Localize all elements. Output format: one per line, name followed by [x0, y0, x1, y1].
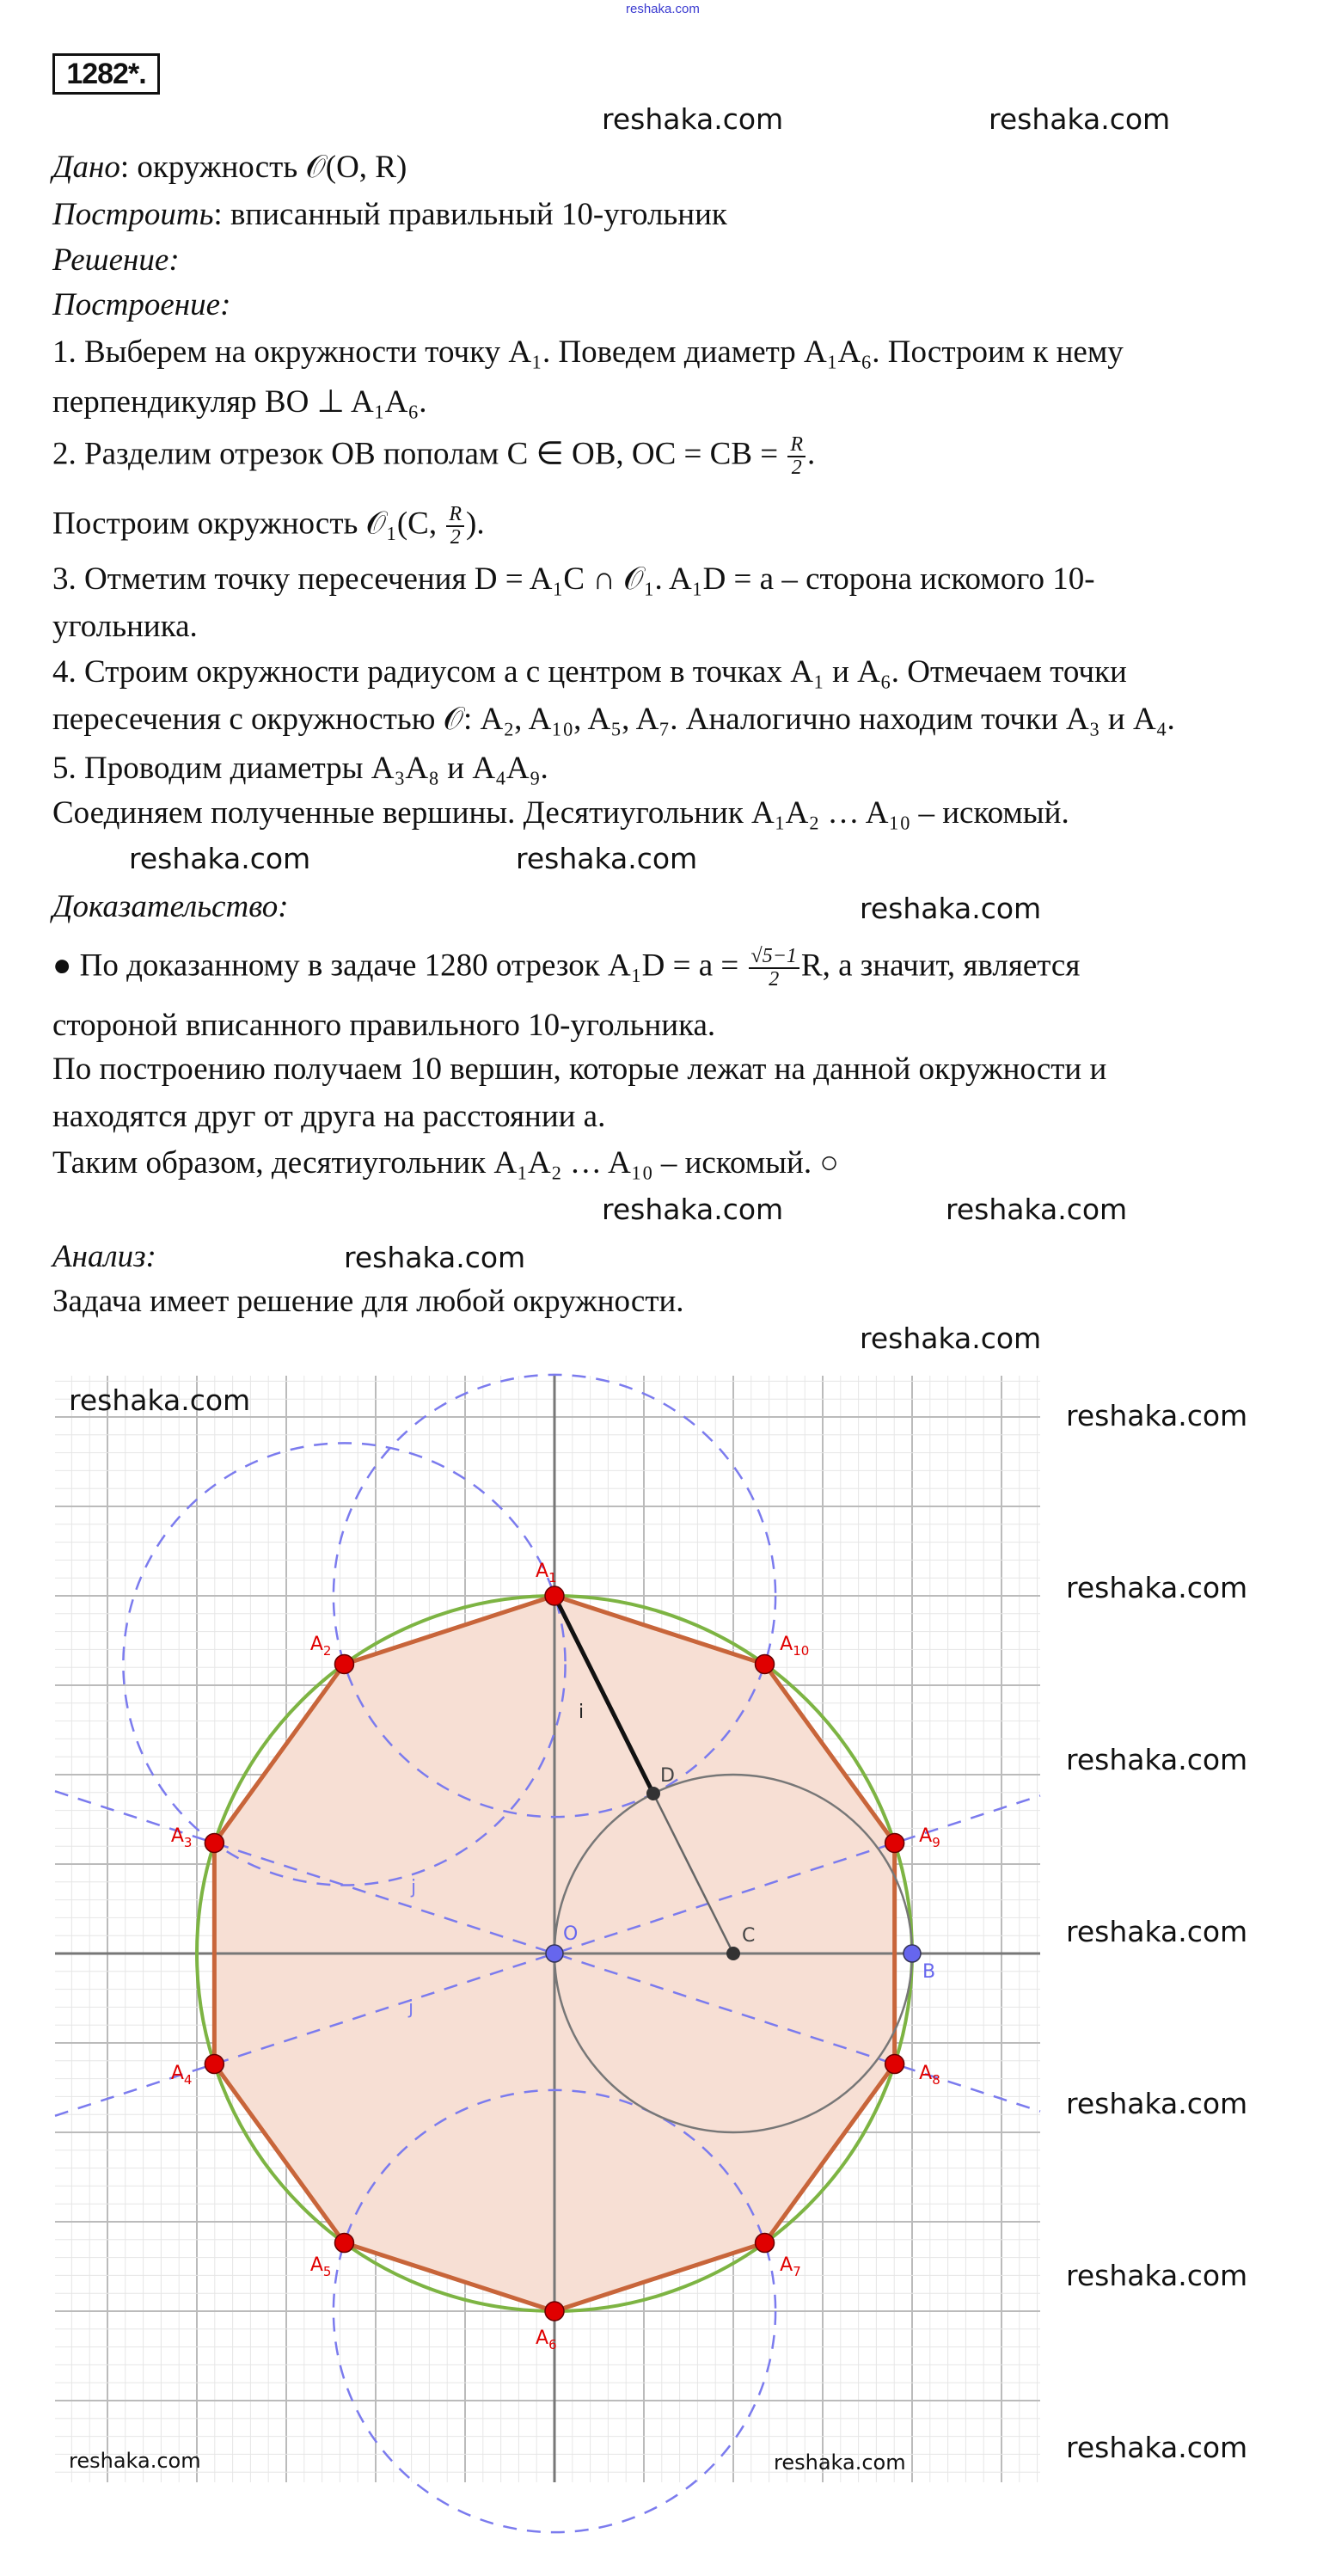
- fraction-den: 2: [769, 968, 780, 991]
- step1b: перпендикуляр BO ⊥ A₁A₆.: [52, 384, 427, 420]
- fraction: [787, 434, 806, 479]
- proof1b-text: R, а значит, является: [800, 948, 1081, 984]
- point-B: [904, 1945, 921, 1962]
- label-D: D: [659, 1764, 675, 1787]
- vertex-point: [545, 2302, 564, 2321]
- step5: 5. Проводим диаметры A₃A₈ и A₄A₉.: [52, 751, 548, 786]
- fraction-num: R: [446, 504, 464, 527]
- watermark: reshaka.com: [1066, 1571, 1248, 1604]
- label-C: C: [742, 1925, 756, 1947]
- vertex-label: $A_5$: [309, 2254, 332, 2279]
- analysis-label: Анализ:: [52, 1239, 156, 1274]
- vertex-label: $A_2$: [309, 1634, 332, 1659]
- watermark: reshaka.com: [860, 1322, 1042, 1355]
- construct-label: Построить: [52, 197, 214, 232]
- vertex-label: $A_1$: [536, 1561, 557, 1585]
- watermark: reshaka.com: [1066, 1743, 1248, 1776]
- vertex-point: [205, 2055, 224, 2074]
- label-j: j: [411, 1877, 417, 1898]
- construction-figure: [0, 1359, 1317, 2576]
- proof1c: стороной вписанного правильного 10-угольника.: [52, 1008, 716, 1043]
- fraction-den: 2: [791, 457, 802, 480]
- proof-label: Доказательство:: [52, 889, 289, 924]
- fraction: [446, 504, 464, 549]
- watermark: reshaka.com: [602, 1193, 784, 1226]
- fraction-num: R: [787, 434, 806, 457]
- construct-line: [52, 199, 727, 230]
- vertex-point: [756, 2234, 775, 2253]
- task-number: 1282*.: [52, 53, 160, 95]
- construct-text: : вписанный правильный 10-угольник: [213, 197, 727, 232]
- watermark: reshaka.com: [69, 2449, 201, 2473]
- label-i: i: [579, 1702, 585, 1723]
- vertex-label: $A_4$: [170, 2062, 193, 2088]
- vertex-label: $A_8$: [919, 2062, 940, 2088]
- given-text: : окружность 𝒪(O, R): [119, 150, 407, 185]
- watermark: reshaka.com: [344, 1241, 526, 1274]
- step2b: [52, 504, 485, 549]
- proof2b: находятся друг от друга на расстоянии a.: [52, 1099, 606, 1134]
- point-C: [726, 1947, 740, 1960]
- construction-label: Построение:: [52, 287, 231, 322]
- fraction-num: √5−1: [749, 946, 799, 969]
- vertex-label: $A_9$: [919, 1825, 940, 1851]
- proof2a: По построению получаем 10 вершин, которые лежат на данной окружности и: [52, 1052, 1107, 1087]
- vertex-point: [545, 1586, 564, 1605]
- label-B: B: [922, 1961, 936, 1983]
- watermark: reshaka.com: [946, 1193, 1128, 1226]
- watermark: reshaka.com: [989, 102, 1171, 136]
- step2b-end: ).: [466, 506, 485, 542]
- analysis-text: Задача имеет решение для любой окружности.: [52, 1284, 684, 1319]
- watermark: reshaka.com: [774, 2450, 906, 2475]
- fraction-den: 2: [450, 526, 461, 549]
- watermark: reshaka.com: [1066, 2431, 1248, 2464]
- watermark: reshaka.com: [69, 1383, 251, 1417]
- watermark: reshaka.com: [1066, 1399, 1248, 1432]
- vertex-point: [885, 2055, 904, 2074]
- vertex-point: [205, 1833, 224, 1852]
- proof1a: [52, 946, 1080, 991]
- step2a-text: 2. Разделим отрезок OB пополам C ∈ OB, OC = CB =: [52, 436, 787, 472]
- point-D: [646, 1787, 660, 1800]
- watermark: reshaka.com: [602, 102, 784, 136]
- step2b-text: Построим окружность 𝒪₁(C,: [52, 506, 445, 542]
- step3a: 3. Отметим точку пересечения D = A₁C ∩ 𝒪₁. A₁D = a – сторона искомого 10-: [52, 561, 1095, 597]
- site-link[interactable]: reshaka.com: [626, 2, 700, 16]
- step4b: пересечения с окружностью 𝒪: A₂, A₁₀, A₅, A₇. Аналогично находим точки A₃ и A₄.: [52, 702, 1175, 737]
- watermark: reshaka.com: [516, 842, 698, 875]
- step3b: угольника.: [52, 609, 198, 644]
- vertex-point: [334, 1654, 353, 1673]
- step4a: 4. Строим окружности радиусом a с центром в точках A₁ и A₆. Отмечаем точки: [52, 654, 1127, 690]
- point-O: [546, 1945, 563, 1962]
- label-j: j: [408, 1997, 414, 2019]
- watermark: reshaka.com: [1066, 2087, 1248, 2120]
- watermark: reshaka.com: [860, 892, 1042, 925]
- watermark: reshaka.com: [129, 842, 311, 875]
- vertex-label: $A_3$: [170, 1825, 193, 1851]
- proof3: Таким образом, десятиугольник A₁A₂ … A₁₀ – искомый. ○: [52, 1145, 839, 1181]
- watermark: reshaka.com: [1066, 2259, 1248, 2292]
- step1a: 1. Выберем на окружности точку A₁. Поведем диаметр A₁A₆. Построим к нему: [52, 334, 1124, 370]
- vertex-point: [334, 2234, 353, 2253]
- step2a-end: .: [807, 436, 816, 472]
- label-O: O: [563, 1923, 579, 1945]
- vertex-label: $A_7$: [780, 2254, 801, 2279]
- given-line: [52, 151, 407, 183]
- vertex-point: [756, 1654, 775, 1673]
- connect-line: Соединяем полученные вершины. Десятиугольник A₁A₂ … A₁₀ – искомый.: [52, 795, 1069, 831]
- vertex-label: $A_6$: [536, 2328, 557, 2352]
- fraction: [749, 946, 799, 991]
- vertex-point: [885, 1833, 904, 1852]
- proof1a-text: ● По доказанному в задаче 1280 отрезок A₁D = a =: [52, 948, 747, 984]
- vertex-label: $A_{10}$: [780, 1634, 810, 1659]
- given-label: Дано: [52, 150, 120, 185]
- watermark: reshaka.com: [1066, 1915, 1248, 1948]
- step2a: [52, 434, 815, 479]
- solution-label: Решение:: [52, 242, 180, 278]
